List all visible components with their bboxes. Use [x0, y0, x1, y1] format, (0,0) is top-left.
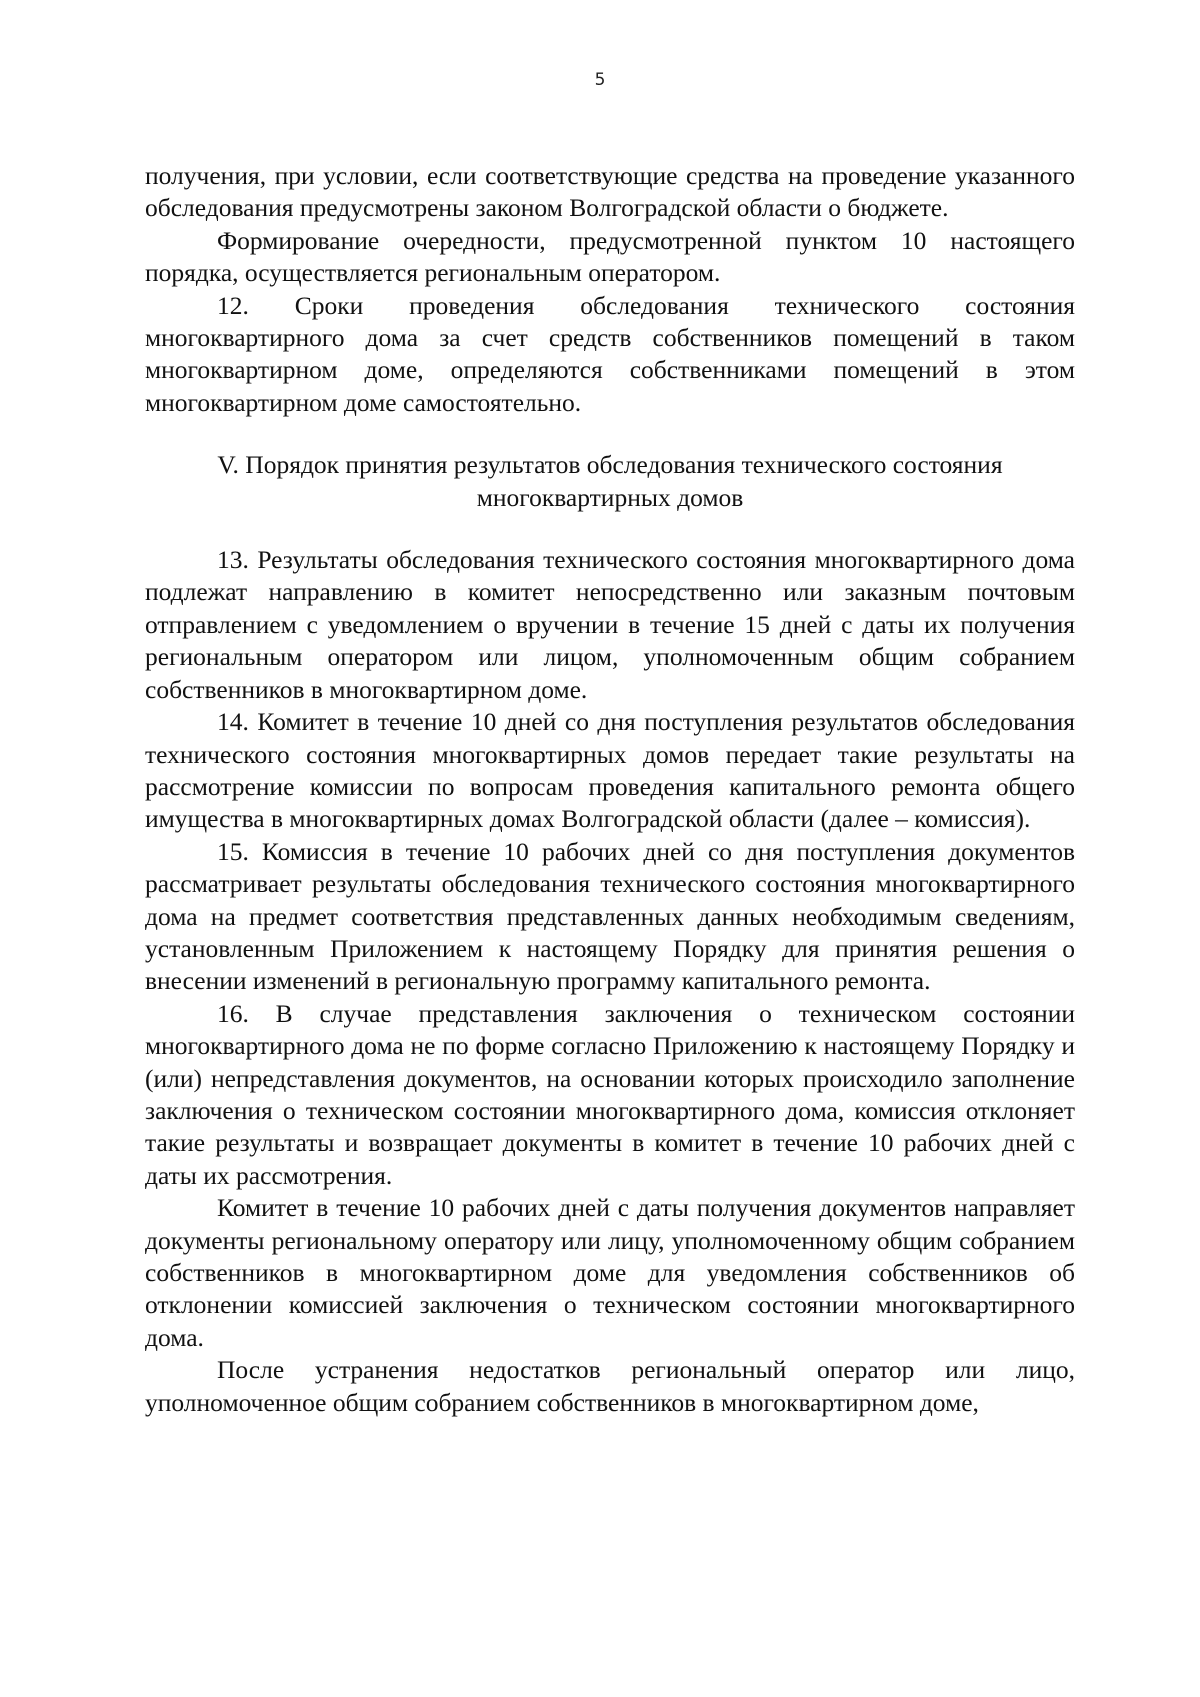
- paragraph-continuation: получения, при условии, если соответствующие средства на проведение указанного обследования предусмотрены законом Волгоградской области о бюджете.: [145, 161, 1075, 223]
- page-number: 5: [594, 70, 606, 90]
- paragraph-queue-formation: Формирование очередности, предусмотренной пунктом 10 настоящего порядка, осуществляется региональным оператором.: [145, 225, 1075, 288]
- paragraph-item-13: 13. Результаты обследования технического состояния многоквартирного дома подлежат направлению в комитет непосредственно или заказным почтовым отправлением с уведомлением о вручении в течение 15 дней с даты их получения региональным оператором или лицом, уполномоченным общим собранием собственников в многоквартирном доме.: [145, 545, 1075, 704]
- paragraph-item-14: 14. Комитет в течение 10 дней со дня поступления результатов обследования технического состояния многоквартирных домов передает такие результаты на рассмотрение комиссии по вопросам проведения капитального ремонта общего имущества в многоквартирных домах Волгоградской области (далее – комиссия).: [145, 707, 1075, 834]
- document-body: [145, 160, 1075, 1419]
- section-heading-line-1: V. Порядок принятия результатов обследования технического состояния: [217, 450, 1003, 480]
- section-heading-line-2: многоквартирных домов: [476, 482, 744, 512]
- paragraph-after-correction: После устранения недостатков региональный оператор или лицо, уполномоченное общим собранием собственников в многоквартирном доме,: [145, 1355, 1075, 1417]
- section-heading: [145, 449, 1075, 514]
- paragraph-item-12: 12. Сроки проведения обследования технического состояния многоквартирного дома за счет средств собственников помещений в таком многоквартирном доме, определяются собственниками помещений в этом многоквартирном доме самостоятельно.: [145, 290, 1075, 417]
- paragraph-item-15: 15. Комиссия в течение 10 рабочих дней со дня поступления документов рассматривает результаты обследования технического состояния многоквартирного дома на предмет соответствия представленных данных необходимым сведениям, установленным Приложением к настоящему Порядку для принятия решения о внесении изменений в региональную программу капитального ремонта.: [145, 836, 1075, 996]
- paragraph-committee-notice: Комитет в течение 10 рабочих дней с даты получения документов направляет документы региональному оператору или лицу, уполномоченному общим собранием собственников в многоквартирном доме для уведомления собственников об отклонении комиссией заключения о техническом состоянии многоквартирного дома.: [145, 1193, 1075, 1352]
- paragraph-item-16: 16. В случае представления заключения о техническом состоянии многоквартирного дома не по форме согласно Приложению к настоящему Порядку и (или) непредставления документов, на основании которых происходило заполнение заключения о техническом состоянии многоквартирного дома, комиссия отклоняет такие результаты и возвращает документы в комитет в течение 10 рабочих дней с даты их рассмотрения.: [145, 998, 1075, 1190]
